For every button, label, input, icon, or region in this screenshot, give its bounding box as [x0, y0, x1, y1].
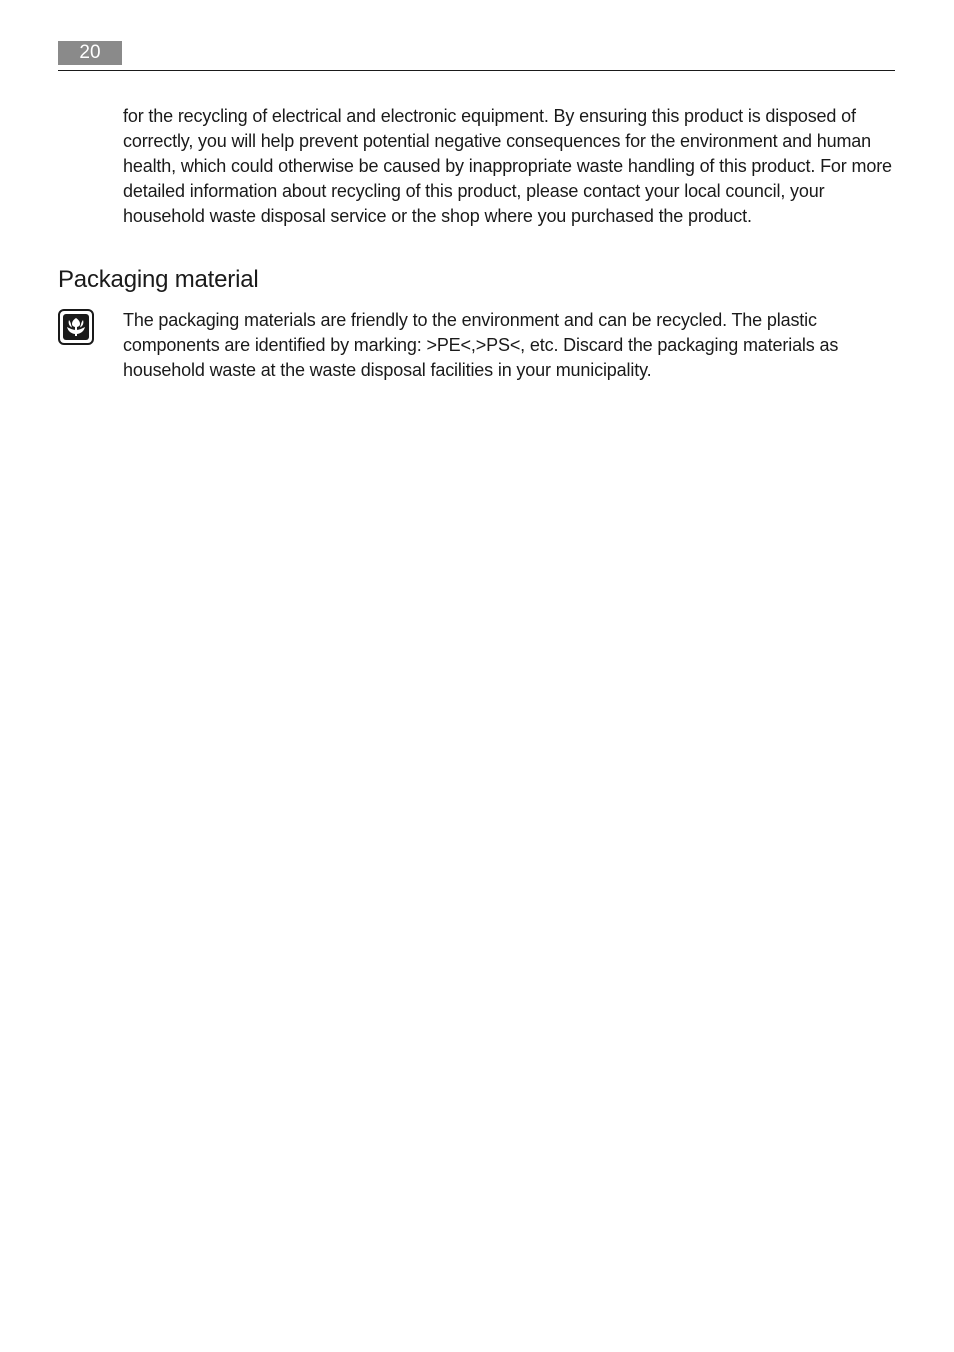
- environment-flower-icon: [58, 309, 94, 345]
- packaging-material-paragraph: The packaging materials are friendly to the environment and can be recycled. The plastic components are identified by marking: >PE<,>PS<, etc. Discard the packaging materials as household waste at the waste disposal facilities in your municipality.: [123, 310, 839, 380]
- page-number: 20: [58, 41, 122, 65]
- header-divider: [58, 70, 895, 71]
- continued-paragraph: for the recycling of electrical and electronic equipment. By ensuring this product is disposed of correctly, you will help prevent potential negative consequences for the environment and human health, which could otherwise be caused by inappropriate waste handling of this product. For more detailed information about recycling of this product, please contact your local council, your household waste disposal service or the shop where you purchased the product.: [123, 106, 892, 226]
- packaging-material-heading: Packaging material: [58, 266, 259, 293]
